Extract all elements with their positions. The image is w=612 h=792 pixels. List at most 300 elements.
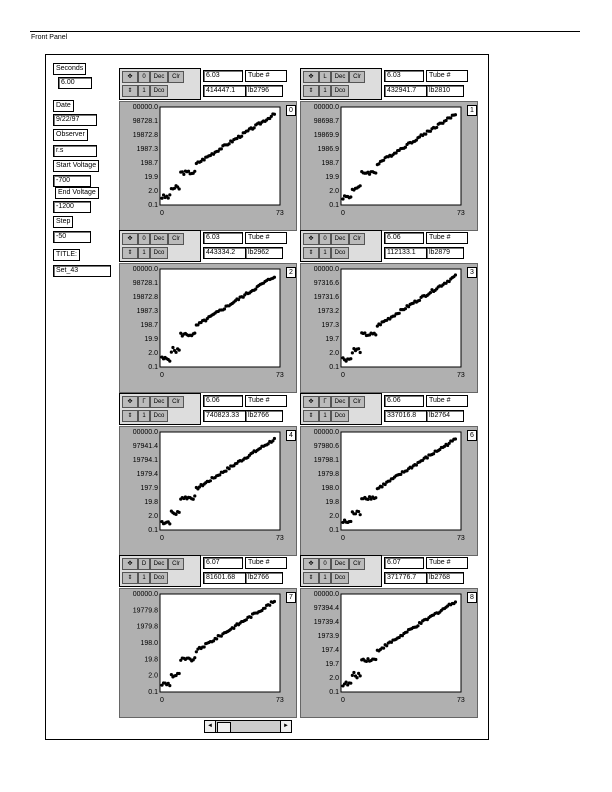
title-field[interactable]: Set_43: [53, 265, 111, 277]
tube-label: Tube #: [245, 557, 287, 569]
y-tick-label: 197.4: [321, 647, 339, 654]
pan-icon[interactable]: ⇕: [303, 410, 319, 422]
observer-field[interactable]: r.s: [53, 145, 97, 157]
y-tick-label: 2.0: [148, 513, 158, 520]
x-tick-label: 73: [457, 697, 465, 704]
dec-button[interactable]: Dec: [331, 396, 349, 408]
dco-button[interactable]: Dco: [150, 572, 168, 584]
y-tick-label: 198.0: [140, 640, 158, 647]
y-tick-label: 0.1: [329, 527, 339, 534]
mode-button[interactable]: 0: [319, 558, 331, 570]
data-point: [203, 645, 206, 648]
y-tick-label: 1986.9: [317, 146, 339, 153]
seconds-readout: 6.06: [384, 395, 424, 407]
data-point: [193, 656, 196, 659]
data-point: [374, 496, 377, 499]
scroll-right-arrow-icon[interactable]: ►: [280, 721, 291, 732]
y-tick-label: 19.8: [144, 499, 158, 506]
data-point: [349, 682, 352, 685]
data-point: [341, 197, 344, 200]
pan-icon[interactable]: ⇕: [303, 247, 319, 259]
zoom-icon[interactable]: ✥: [303, 71, 319, 83]
dec-button[interactable]: Dec: [331, 71, 349, 83]
y-tick-label: 19.8: [144, 656, 158, 664]
y-tick-label: 19.9: [144, 336, 158, 343]
data-point: [349, 195, 352, 198]
zoom-icon[interactable]: ✥: [122, 396, 138, 408]
y-tick-label: 19739.4: [313, 619, 339, 626]
tube-field[interactable]: lb2766: [245, 410, 283, 422]
y-tick-label: 1979.8: [317, 471, 339, 478]
y-tick-label: 19794.1: [132, 457, 158, 464]
graph-frame: [300, 588, 478, 718]
data-point: [355, 676, 358, 679]
one-button[interactable]: 1: [138, 85, 150, 97]
x-tick-label: 73: [276, 210, 284, 217]
count-readout: 112133.1: [384, 247, 430, 259]
y-tick-label: 00000.0: [313, 591, 339, 598]
tube-field[interactable]: lb2764: [426, 410, 464, 422]
pan-icon[interactable]: ⇕: [122, 247, 138, 259]
dec-button[interactable]: Dec: [150, 396, 168, 408]
count-readout: 740823.33: [203, 410, 249, 422]
y-tick-label: 2.0: [329, 188, 339, 195]
seconds-readout: 6.06: [384, 232, 424, 244]
tube-field[interactable]: lb2766: [245, 572, 283, 584]
data-point: [178, 672, 181, 675]
data-point: [253, 126, 256, 129]
graph-control-strip: [300, 555, 382, 587]
graph-number: 7: [286, 592, 296, 603]
tube-label: Tube #: [426, 232, 468, 244]
y-tick-label: 00000.0: [313, 429, 339, 436]
data-point: [418, 299, 421, 302]
seconds-readout: 6.03: [384, 70, 424, 82]
zoom-icon[interactable]: ✥: [303, 558, 319, 570]
data-point: [179, 332, 182, 335]
data-point: [359, 674, 362, 677]
data-point: [357, 347, 360, 350]
graph-number: 2: [286, 267, 296, 278]
data-point: [416, 624, 419, 627]
x-tick-label: 73: [457, 210, 465, 217]
mode-button[interactable]: 0: [319, 233, 331, 245]
data-point: [352, 671, 355, 674]
graph-plot: [120, 427, 296, 555]
count-readout: 443334.2: [203, 247, 249, 259]
data-point: [168, 684, 171, 687]
pan-icon[interactable]: ⇕: [303, 572, 319, 584]
step-field[interactable]: -50: [53, 231, 91, 243]
count-readout: 414447.1: [203, 85, 249, 97]
x-tick-label: 0: [160, 210, 164, 217]
seconds-readout: 6.06: [203, 395, 243, 407]
zoom-icon[interactable]: ✥: [122, 558, 138, 570]
data-point: [454, 600, 457, 603]
x-tick-label: 0: [341, 210, 345, 217]
zoom-icon[interactable]: ✥: [303, 233, 319, 245]
data-point: [398, 312, 401, 315]
data-point: [193, 332, 196, 335]
clr-button[interactable]: Clr: [349, 71, 365, 83]
start-voltage-field[interactable]: -700: [53, 175, 91, 187]
count-readout: 81601.68: [203, 572, 249, 584]
y-tick-label: 198.0: [321, 485, 339, 492]
data-point: [167, 196, 170, 199]
dco-button[interactable]: Dco: [150, 410, 168, 422]
data-point: [404, 146, 407, 149]
mode-button[interactable]: Γ: [138, 396, 150, 408]
y-tick-label: 19798.1: [313, 457, 339, 464]
data-point: [209, 479, 212, 482]
tube-label: Tube #: [426, 70, 468, 82]
data-point: [249, 616, 252, 619]
end-voltage-label: End Voltage: [55, 187, 99, 199]
y-tick-label: 98728.1: [132, 118, 158, 125]
y-tick-label: 1987.3: [136, 308, 158, 315]
graph-number: 1: [467, 105, 477, 116]
graph-plot: [120, 102, 296, 230]
y-tick-label: 0.1: [148, 202, 158, 209]
graph-plot: [301, 427, 477, 555]
tube-field[interactable]: lb2962: [245, 247, 283, 259]
graph-control-strip: [119, 393, 201, 425]
mode-button[interactable]: 0: [138, 233, 150, 245]
zoom-icon[interactable]: ✥: [122, 71, 138, 83]
y-tick-label: 1973.2: [317, 308, 339, 315]
data-point: [357, 510, 360, 513]
clr-button[interactable]: Clr: [349, 396, 365, 408]
data-point: [385, 644, 388, 647]
data-point: [178, 349, 181, 352]
data-point: [379, 323, 382, 326]
pan-icon[interactable]: ⇕: [122, 85, 138, 97]
y-tick-label: 19872.8: [132, 132, 158, 139]
mode-button[interactable]: D: [138, 558, 150, 570]
data-point: [380, 485, 383, 488]
step-label: Step: [53, 216, 73, 228]
seconds-readout: 6.03: [203, 232, 243, 244]
count-readout: 371776.7: [384, 572, 430, 584]
count-readout: 432941.7: [384, 85, 430, 97]
graph-number: 3: [467, 267, 477, 278]
graph-frame: [119, 426, 297, 556]
data-point: [345, 681, 348, 684]
clr-button[interactable]: Clr: [349, 233, 365, 245]
observer-label: Observer: [53, 129, 88, 141]
tube-label: Tube #: [245, 232, 287, 244]
data-point: [374, 333, 377, 336]
graph-number: 6: [467, 430, 477, 441]
x-tick-label: 73: [457, 372, 465, 379]
dco-button[interactable]: Dco: [150, 85, 168, 97]
end-voltage-field[interactable]: -1200: [53, 201, 91, 213]
dec-button[interactable]: Dec: [150, 71, 168, 83]
data-point: [432, 452, 435, 455]
y-tick-label: 1979.8: [136, 623, 158, 631]
data-point: [203, 158, 206, 161]
dco-button[interactable]: Dco: [331, 410, 349, 422]
seconds-readout: 6.07: [384, 557, 424, 569]
x-tick-label: 0: [160, 697, 164, 704]
y-tick-label: 19869.9: [313, 132, 339, 139]
graph-plot: [301, 589, 477, 717]
mode-button[interactable]: 0: [138, 71, 150, 83]
data-point: [224, 470, 227, 473]
graph-frame: [300, 426, 478, 556]
graph-control-strip: [300, 393, 382, 425]
y-tick-label: 2.0: [148, 188, 158, 195]
scroll-thumb[interactable]: [217, 722, 231, 733]
y-tick-label: 19.9: [325, 174, 339, 181]
graph-plot: [120, 264, 296, 392]
y-tick-label: 2.0: [148, 672, 158, 680]
horizontal-scrollbar[interactable]: [204, 720, 292, 733]
y-tick-label: 97980.6: [313, 443, 339, 450]
data-point: [240, 135, 243, 138]
x-tick-label: 0: [160, 372, 164, 379]
y-tick-label: 00000.0: [313, 104, 339, 111]
data-point: [171, 346, 174, 349]
y-tick-label: 0.1: [329, 364, 339, 371]
y-tick-label: 00000.0: [132, 104, 158, 111]
graph-plot: [301, 102, 477, 230]
graph-frame: [119, 101, 297, 231]
data-point: [349, 357, 352, 360]
data-point: [273, 437, 276, 440]
y-tick-label: 1973.9: [317, 633, 339, 640]
pan-icon[interactable]: ⇕: [303, 85, 319, 97]
data-point: [351, 674, 354, 677]
data-point: [168, 522, 171, 525]
y-tick-label: 98698.7: [313, 118, 339, 125]
graph-number: 8: [467, 592, 477, 603]
seconds-field[interactable]: 6.00: [58, 77, 92, 89]
data-point: [192, 498, 195, 501]
tube-label: Tube #: [426, 557, 468, 569]
tube-field[interactable]: lb2810: [426, 85, 464, 97]
zoom-icon[interactable]: ✥: [303, 396, 319, 408]
dec-button[interactable]: Dec: [150, 558, 168, 570]
data-point: [215, 637, 218, 640]
data-point: [178, 187, 181, 190]
data-point: [218, 473, 221, 476]
y-tick-label: 2.0: [329, 675, 339, 682]
x-tick-label: 73: [276, 697, 284, 704]
graph-control-strip: [300, 68, 382, 100]
clr-button[interactable]: Clr: [168, 233, 184, 245]
data-point: [160, 197, 163, 200]
y-tick-label: 0.1: [148, 689, 158, 696]
y-tick-label: 19.7: [325, 336, 339, 343]
y-tick-label: 0.1: [148, 364, 158, 371]
x-tick-label: 0: [160, 535, 164, 542]
one-button[interactable]: 1: [319, 85, 331, 97]
header-rule: [30, 31, 580, 32]
tube-label: Tube #: [245, 395, 287, 407]
y-tick-label: 19779.8: [132, 607, 158, 615]
graph-control-strip: [119, 555, 201, 587]
graph-frame: [119, 588, 297, 718]
graph-control-strip: [300, 230, 382, 262]
data-point: [263, 607, 266, 610]
data-point: [351, 351, 354, 354]
x-tick-label: 0: [341, 535, 345, 542]
one-button[interactable]: 1: [138, 572, 150, 584]
one-button[interactable]: 1: [319, 247, 331, 259]
date-label: Date: [53, 100, 74, 112]
data-point: [374, 171, 377, 174]
data-point: [273, 276, 276, 279]
one-button[interactable]: 1: [319, 572, 331, 584]
data-point: [195, 650, 198, 653]
data-point: [429, 291, 432, 294]
data-point: [454, 273, 457, 276]
y-tick-label: 1979.4: [136, 471, 158, 478]
title-label: TITLE:: [53, 249, 80, 261]
data-point: [454, 437, 457, 440]
graph-control-strip: [119, 230, 201, 262]
dco-button[interactable]: Dco: [331, 247, 349, 259]
data-point: [228, 467, 231, 470]
data-point: [359, 513, 362, 516]
y-tick-label: 198.7: [321, 160, 339, 167]
data-point: [170, 351, 173, 354]
one-button[interactable]: 1: [319, 410, 331, 422]
graph-plot: [301, 264, 477, 392]
seconds-label: Seconds: [53, 63, 86, 75]
graph-number: 4: [286, 430, 296, 441]
data-point: [220, 147, 223, 150]
y-tick-label: 2.0: [329, 350, 339, 357]
clr-button[interactable]: Clr: [168, 558, 184, 570]
y-tick-label: 1987.3: [136, 146, 158, 153]
page-title: Front Panel: [31, 34, 68, 41]
tube-label: Tube #: [245, 70, 287, 82]
y-tick-label: 19.7: [325, 661, 339, 668]
one-button[interactable]: 1: [138, 247, 150, 259]
dco-button[interactable]: Dco: [150, 247, 168, 259]
data-point: [382, 647, 385, 650]
x-tick-label: 73: [276, 372, 284, 379]
data-point: [454, 113, 457, 116]
y-tick-label: 19731.6: [313, 294, 339, 301]
data-point: [424, 133, 427, 136]
tube-field[interactable]: lb2879: [426, 247, 464, 259]
data-point: [365, 660, 368, 663]
dec-button[interactable]: Dec: [150, 233, 168, 245]
data-point: [168, 193, 171, 196]
y-tick-label: 19.9: [144, 174, 158, 181]
y-tick-label: 0.1: [148, 527, 158, 534]
y-tick-label: 2.0: [329, 513, 339, 520]
y-tick-label: 2.0: [148, 350, 158, 357]
graph-control-strip: [119, 68, 201, 100]
clr-button[interactable]: Clr: [349, 558, 365, 570]
clr-button[interactable]: Clr: [168, 71, 184, 83]
mode-button[interactable]: Γ: [319, 396, 331, 408]
tube-field[interactable]: lb2796: [245, 85, 283, 97]
data-point: [426, 456, 429, 459]
data-point: [182, 173, 185, 176]
y-tick-label: 197.9: [140, 485, 158, 492]
x-tick-label: 73: [276, 535, 284, 542]
graph-plot: [120, 589, 296, 717]
data-point: [273, 113, 276, 116]
y-tick-label: 97941.4: [132, 443, 158, 450]
y-tick-label: 00000.0: [313, 266, 339, 273]
seconds-readout: 6.03: [203, 70, 243, 82]
graph-frame: [300, 101, 478, 231]
y-tick-label: 97394.4: [313, 605, 339, 612]
x-tick-label: 0: [341, 697, 345, 704]
graph-number: 0: [286, 105, 296, 116]
y-tick-label: 0.1: [329, 202, 339, 209]
y-tick-label: 00000.0: [132, 429, 158, 436]
dco-button[interactable]: Dco: [331, 85, 349, 97]
data-point: [168, 360, 171, 363]
data-point: [228, 142, 231, 145]
data-point: [449, 116, 452, 119]
data-point: [193, 170, 196, 173]
tube-field[interactable]: lb2768: [426, 572, 464, 584]
x-tick-label: 73: [457, 535, 465, 542]
seconds-readout: 6.07: [203, 557, 243, 569]
start-voltage-label: Start Voltage: [53, 160, 99, 172]
data-point: [193, 494, 196, 497]
data-point: [349, 520, 352, 523]
data-point: [374, 658, 377, 661]
data-point: [273, 600, 276, 603]
y-tick-label: 198.7: [140, 322, 158, 329]
graph-frame: [119, 263, 297, 393]
tube-label: Tube #: [426, 395, 468, 407]
date-field[interactable]: 9/22/97: [53, 114, 97, 126]
data-point: [359, 351, 362, 354]
data-point: [268, 604, 271, 607]
dec-button[interactable]: Dec: [331, 558, 349, 570]
data-point: [174, 351, 177, 354]
y-tick-label: 00000.0: [132, 591, 158, 598]
y-tick-label: 198.7: [140, 160, 158, 167]
x-tick-label: 0: [341, 372, 345, 379]
scroll-left-arrow-icon[interactable]: ◄: [205, 721, 216, 732]
y-tick-label: 0.1: [329, 689, 339, 696]
data-point: [178, 511, 181, 514]
y-tick-label: 19872.8: [132, 294, 158, 301]
y-tick-label: 00000.0: [132, 266, 158, 273]
data-point: [174, 513, 177, 516]
y-tick-label: 19.8: [325, 499, 339, 506]
y-tick-label: 98728.1: [132, 280, 158, 287]
graph-frame: [300, 263, 478, 393]
y-tick-label: 97316.6: [313, 280, 339, 287]
dco-button[interactable]: Dco: [331, 572, 349, 584]
dec-button[interactable]: Dec: [331, 233, 349, 245]
pan-icon[interactable]: ⇕: [122, 410, 138, 422]
data-point: [359, 184, 362, 187]
data-point: [223, 307, 226, 310]
mode-button[interactable]: L: [319, 71, 331, 83]
pan-icon[interactable]: ⇕: [122, 572, 138, 584]
zoom-icon[interactable]: ✥: [122, 233, 138, 245]
y-tick-label: 197.3: [321, 322, 339, 329]
count-readout: 337016.8: [384, 410, 430, 422]
data-point: [435, 126, 438, 129]
clr-button[interactable]: Clr: [168, 396, 184, 408]
one-button[interactable]: 1: [138, 410, 150, 422]
data-point: [404, 307, 407, 310]
